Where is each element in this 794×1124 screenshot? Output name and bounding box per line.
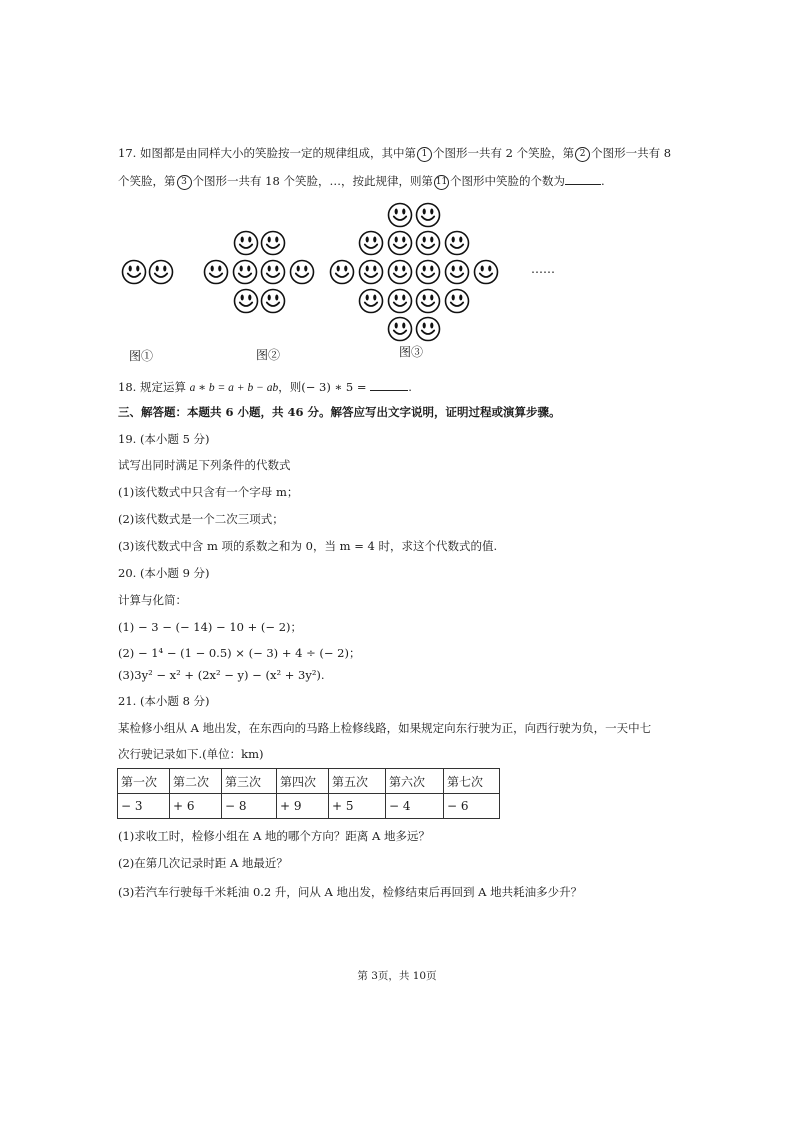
table-header-cell: 第一次 <box>118 769 170 794</box>
smiley-face-icon <box>444 230 470 256</box>
smiley-face-icon <box>260 259 286 285</box>
smiley-face-icon <box>289 259 315 285</box>
q20-part-3: (3)3y² − x² + (2x² − y) − (x² + 3y²). <box>118 668 325 682</box>
smiley-face-icon <box>444 259 470 285</box>
figure-3-caption: 图③ <box>399 345 424 359</box>
q19-title: 19. (本小题 5 分) <box>118 432 210 446</box>
table-cell: − 4 <box>386 794 444 819</box>
smiley-face-icon <box>387 230 413 256</box>
q21-intro-2: 次行驶记录如下.(单位：km) <box>118 747 264 761</box>
q19-condition-3: (3)该代数式中含 m 项的系数之和为 0，当 m = 4 时，求这个代数式的值. <box>118 539 498 553</box>
q19-intro: 试写出同时满足下列条件的代数式 <box>118 458 291 472</box>
section-3-heading: 三、解答题：本题共 6 小题，共 46 分。解答应写出文字说明，证明过程或演算步骤。 <box>118 405 561 419</box>
smiley-face-icon <box>329 259 355 285</box>
smiley-face-icon <box>415 316 441 342</box>
table-cell: + 6 <box>170 794 222 819</box>
table-header-cell: 第四次 <box>277 769 329 794</box>
smiley-face-icon <box>415 230 441 256</box>
q21-intro-1: 某检修小组从 A 地出发，在东西向的马路上检修线路，如果规定向东行驶为正，向西行驶为负，一天中七 <box>118 721 652 735</box>
table-row <box>118 794 500 819</box>
table-header-cell: 第五次 <box>329 769 386 794</box>
q20-part-1: (1) − 3 − (− 14) − 10 + (− 2)； <box>118 620 303 634</box>
table-cell: + 9 <box>277 794 329 819</box>
circled-number-2: 2 <box>575 147 590 162</box>
smiley-face-icon <box>444 288 470 314</box>
q20-part-2: (2) − 1⁴ − (1 − 0.5) × (− 3) + 4 ÷ (− 2)； <box>118 646 361 660</box>
smiley-face-icon <box>233 288 259 314</box>
smiley-face-icon <box>415 259 441 285</box>
circled-number-11: 11 <box>434 175 449 190</box>
smiley-face-icon <box>387 288 413 314</box>
q17-line-1: 17. 如图都是由同样大小的笑脸按一定的规律组成，其中第 1 个图形一共有 2 个笑脸，第 2 个图形一共有 8 <box>118 146 672 160</box>
driving-record-table <box>117 768 500 819</box>
table-header-cell: 第七次 <box>444 769 500 794</box>
smiley-face-icon <box>415 288 441 314</box>
q21-sub-3: (3)若汽车行驶每千米耗油 0.2 升，问从 A 地出发，检修结束后再回到 A 地共耗油多少升？ <box>118 885 583 899</box>
answer-blank <box>370 378 408 391</box>
smiley-face-icon <box>232 259 258 285</box>
table-cell: − 8 <box>222 794 277 819</box>
table-header-cell: 第三次 <box>222 769 277 794</box>
q19-condition-2: (2)该代数式是一个二次三项式； <box>118 512 284 526</box>
smiley-face-icon <box>358 259 384 285</box>
smiley-face-icon <box>121 259 147 285</box>
circled-number-3: 3 <box>177 175 192 190</box>
smiley-face-icon <box>148 259 174 285</box>
circled-number-1: 1 <box>417 147 432 162</box>
q20-title: 20. (本小题 9 分) <box>118 566 210 580</box>
figure-1-caption: 图① <box>129 349 154 363</box>
smiley-face-icon <box>387 259 413 285</box>
smiley-face-icon <box>358 288 384 314</box>
q20-intro: 计算与化简： <box>118 593 187 607</box>
q18-line: 18. 规定运算 a ∗ b = a + b − ab，则(− 3) ∗ 5 = . <box>118 380 412 394</box>
smiley-face-icon <box>387 202 413 228</box>
ellipsis: …… <box>531 262 555 276</box>
smiley-face-icon <box>233 230 259 256</box>
smiley-face-icon <box>203 259 229 285</box>
page-footer: 第 3页，共 10页 <box>357 970 437 982</box>
q21-sub-1: (1)求收工时，检修小组在 A 地的哪个方向？距离 A 地多远？ <box>118 829 431 843</box>
table-cell: − 3 <box>118 794 170 819</box>
q17-line-2: 个笑脸，第 3 个图形一共有 18 个笑脸，…，按此规律，则第 11 个图形中笑脸的个数为 . <box>118 174 605 188</box>
table-header-cell: 第六次 <box>386 769 444 794</box>
smiley-face-icon <box>260 288 286 314</box>
smiley-face-icon <box>473 259 499 285</box>
figure-2-caption: 图② <box>256 348 281 362</box>
table-header-row <box>118 769 500 794</box>
smiley-face-icon <box>387 316 413 342</box>
q19-condition-1: (1)该代数式中只含有一个字母 m； <box>118 485 299 499</box>
table-header-cell: 第二次 <box>170 769 222 794</box>
table-cell: − 6 <box>444 794 500 819</box>
q21-sub-2: (2)在第几次记录时距 A 地最近？ <box>118 856 288 870</box>
smiley-face-icon <box>260 230 286 256</box>
smiley-face-icon <box>415 202 441 228</box>
smiley-face-icon <box>358 230 384 256</box>
table-cell: + 5 <box>329 794 386 819</box>
answer-blank <box>565 172 601 185</box>
q21-title: 21. (本小题 8 分) <box>118 694 210 708</box>
